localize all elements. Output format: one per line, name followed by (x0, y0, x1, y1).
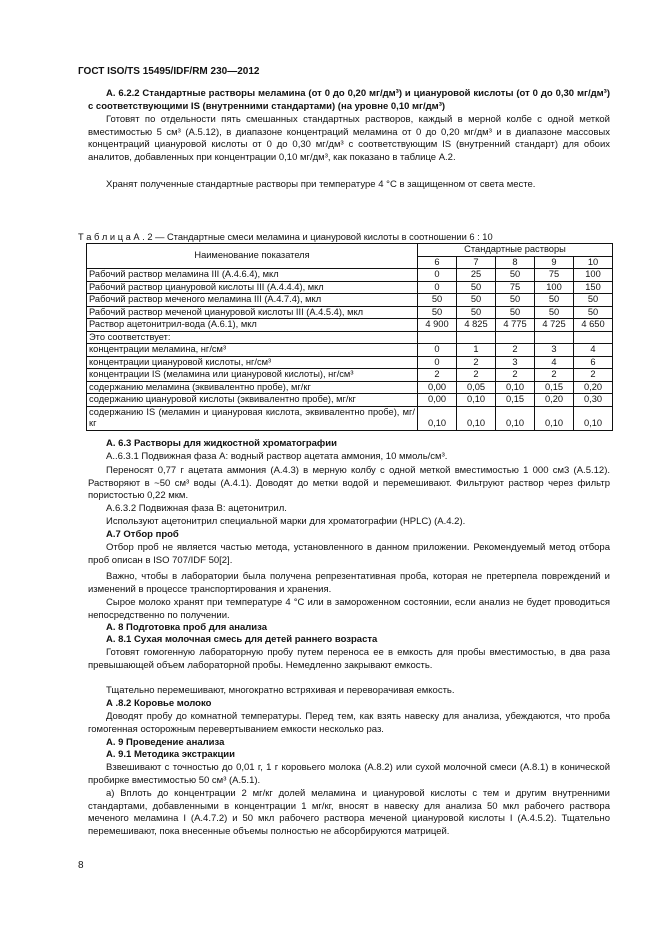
row-label: Рабочий раствор циануровой кислоты III (А.4.4.4), мкл (87, 281, 418, 294)
cell: 50 (496, 306, 535, 319)
cell: 0,20 (574, 381, 613, 394)
equiv-intro: Это соответствует: (87, 331, 418, 344)
cell: 4 775 (496, 319, 535, 332)
cell: 50 (574, 294, 613, 307)
table-caption: Т а б л и ц а А . 2 — Стандартные смеси меламина и циануровой кислоты в соотношении 6 : 10 (78, 232, 493, 242)
cell: 150 (574, 281, 613, 294)
row-label: концентрации циануровой кислоты, нг/см³ (87, 356, 418, 369)
table-row (87, 306, 613, 319)
section-6-3-1-paragraph: Переносят 0,77 г ацетата аммония (А.4.3) в мерную колбу с одной меткой вместимостью 1 000 см3 (А.5.12). Растворяют в ~50 см³ воды (А.4.1). Доводят до метки водой и перемешивают. Фильтруют раствор через фильтр пористостью 0,22 мкм. (88, 465, 610, 502)
cell: 0,15 (496, 394, 535, 407)
cell: 50 (496, 269, 535, 282)
section-6-2-2-title: А. 6.2.2 Стандартные растворы меламина (от 0 до 0,20 мг/дм³) и циануровой кислоты (от 0 до 0,30 мг/дм³) с соответствующими IS (внутренними стандартами) (на уровне 0,10 мг/дм³) (88, 88, 610, 112)
document-header: ГОСТ ISO/TS 15495/IDF/RM 230—2012 (78, 66, 260, 77)
cell: 4 (574, 344, 613, 357)
cell: 0,10 (457, 406, 496, 430)
row-label: Рабочий раствор меченой циануровой кислоты III (А.4.5.4), мкл (87, 306, 418, 319)
cell: 1 (457, 344, 496, 357)
cell: 50 (457, 294, 496, 307)
cell: 50 (535, 306, 574, 319)
cell: 2 (457, 356, 496, 369)
cell: 0,30 (574, 394, 613, 407)
table-row (87, 406, 613, 430)
cell: 4 900 (418, 319, 457, 332)
table-col-header: 10 (574, 256, 613, 269)
section-a7-paragraph-1: Отбор проб не является частью метода, установленного в данном приложении. Рекомендуемый метод отбора проб описан в ISO 707/IDF 50[2]. (88, 542, 610, 566)
table-row (87, 344, 613, 357)
section-a8-2-paragraph: Доводят пробу до комнатной температуры. Перед тем, как взять навеску для анализа, убеждаются, что проба гомогенная осторожным перевертыванием емкости несколько раз. (88, 711, 610, 735)
row-label: концентрации IS (меламина или циануровой кислоты), нг/см³ (87, 369, 418, 382)
section-6-3-1: А..6.3.1 Подвижная фаза А: водный раствор ацетата аммония, 10 ммоль/см³. (106, 451, 448, 462)
cell: 2 (457, 369, 496, 382)
table-col-header: 8 (496, 256, 535, 269)
table-row (87, 394, 613, 407)
cell: 4 725 (535, 319, 574, 332)
page-number: 8 (78, 860, 84, 871)
cell: 0,20 (535, 394, 574, 407)
section-a8-1-title: А. 8.1 Сухая молочная смесь для детей раннего возраста (106, 634, 378, 645)
section-a8-title: А. 8 Подготовка проб для анализа (106, 622, 268, 633)
section-a8-1-paragraph-1: Готовят гомогенную лабораторную пробу путем переноса ее в емкость для пробы вместимостью, в два раза превышающей объем лабораторной пробы. Немедленно закрывают емкость. (88, 647, 610, 671)
table-row (87, 281, 613, 294)
cell: 25 (457, 269, 496, 282)
cell: 0,15 (535, 381, 574, 394)
table-row (87, 319, 613, 332)
cell: 50 (574, 306, 613, 319)
table-row (87, 269, 613, 282)
cell: 50 (457, 306, 496, 319)
cell: 50 (535, 294, 574, 307)
cell: 50 (457, 281, 496, 294)
section-a7-title: А.7 Отбор проб (106, 529, 179, 540)
cell: 0,10 (457, 394, 496, 407)
standard-mixtures-table (86, 243, 613, 431)
cell: 4 825 (457, 319, 496, 332)
cell: 0,10 (574, 406, 613, 430)
cell: 50 (496, 294, 535, 307)
row-label: содержанию меламина (эквивалентно пробе), мг/кг (87, 381, 418, 394)
cell: 0,10 (496, 381, 535, 394)
section-6-3-2: А.6.3.2 Подвижная фаза В: ацетонитрил. (106, 503, 287, 514)
cell: 100 (535, 281, 574, 294)
cell: 50 (418, 306, 457, 319)
row-label: Рабочий раствор меламина III (А.4.6.4), мкл (87, 269, 418, 282)
cell: 0,00 (418, 381, 457, 394)
table-row (87, 369, 613, 382)
section-a9-1-title: А. 9.1 Методика экстракции (106, 749, 235, 760)
section-6-2-2-paragraph-1: Готовят по отдельности пять смешанных стандартных растворов, каждый в мерной колбе с одной меткой вместимостью 5 см³ (А.5.12), в диапазоне концентраций меламина от 0 до 0,20 мг/дм³ и в диапазоне массовых концентраций циануровой кислоты от 0 до 0,30 мг/дм³ с соответствующим IS (внутренний стандарт) для обоих аналитов, добавленных при концентрации 0,10 мг/дм³, как показано в таблице А.2. (88, 114, 610, 163)
cell: 4 650 (574, 319, 613, 332)
cell: 0,10 (535, 406, 574, 430)
section-a8-2-title: А .8.2 Коровье молоко (106, 698, 212, 709)
section-a9-1-paragraph-1: Взвешивают с точностью до 0,01 г, 1 г коровьего молока (А.8.2) или сухой молочной смеси (А.8.1) в конической пробирке вместимостью 50 см³ (А.5.1). (88, 762, 610, 786)
section-a8-1-paragraph-2: Тщательно перемешивают, многократно встряхивая и переворачивая емкость. (106, 685, 455, 696)
cell: 0,10 (496, 406, 535, 430)
table-header-label: Наименование показателя (87, 244, 418, 269)
cell: 2 (418, 369, 457, 382)
cell: 50 (418, 294, 457, 307)
row-label: концентрации меламина, нг/см³ (87, 344, 418, 357)
cell: 6 (574, 356, 613, 369)
cell: 3 (496, 356, 535, 369)
section-a7-paragraph-2: Важно, чтобы в лаборатории была получена репрезентативная проба, которая не претерпела повреждений и изменений в процессе транспортирования и хранения. (88, 571, 610, 595)
cell: 2 (574, 369, 613, 382)
table-col-header: 7 (457, 256, 496, 269)
cell: 3 (535, 344, 574, 357)
table-group-header: Стандартные растворы (418, 244, 613, 257)
section-a7-paragraph-3: Сырое молоко хранят при температуре 4 °С или в замороженном состоянии, если анализ не будет проводиться непосредственно по получении. (88, 597, 610, 621)
table-row (87, 356, 613, 369)
cell: 4 (535, 356, 574, 369)
row-label: Раствор ацетонитрил-вода (А.6.1), мкл (87, 319, 418, 332)
cell: 2 (496, 344, 535, 357)
table-row (87, 381, 613, 394)
cell: 0,00 (418, 394, 457, 407)
cell: 100 (574, 269, 613, 282)
row-label: содержанию циануровой кислоты (эквивалентно пробе), мг/кг (87, 394, 418, 407)
section-6-3-title: А. 6.3 Растворы для жидкостной хроматографии (106, 438, 337, 449)
section-a9-title: А. 9 Проведение анализа (106, 737, 225, 748)
table-col-header: 9 (535, 256, 574, 269)
section-6-3-2-paragraph: Используют ацетонитрил специальной марки для хроматографии (HPLC) (А.4.2). (106, 516, 466, 527)
cell: 0 (418, 281, 457, 294)
table-row (87, 294, 613, 307)
cell: 2 (496, 369, 535, 382)
table-row (87, 331, 613, 344)
cell: 75 (535, 269, 574, 282)
cell: 0 (418, 356, 457, 369)
cell: 0,10 (418, 406, 457, 430)
row-label: Рабочий раствор меченого меламина III (А.4.7.4), мкл (87, 294, 418, 307)
cell: 0 (418, 344, 457, 357)
section-a9-1-paragraph-a: а) Вплоть до концентрации 2 мг/кг долей меламина и циануровой кислоты с тем и другим внутренними стандартами, добавленными в концентрации 1 мг/кг, вносят в навеску для анализа 50 мкл рабочего раствора меченого меламина I (А.4.7.2) и 50 мкл рабочего раствора меченой циануровой кислоты I (А.4.5.2). Тщательно перемешивают, пока внесенные объемы полностью не абсорбируются матрицей. (88, 788, 610, 837)
cell: 0,05 (457, 381, 496, 394)
table-col-header: 6 (418, 256, 457, 269)
cell: 0 (418, 269, 457, 282)
cell: 75 (496, 281, 535, 294)
section-6-2-2-paragraph-2: Хранят полученные стандартные растворы при температуре 4 °С в защищенном от света месте. (106, 179, 536, 190)
cell: 2 (535, 369, 574, 382)
row-label: содержанию IS (меламин и циануровая кислота, эквивалентно пробе), мг/кг (87, 406, 418, 430)
